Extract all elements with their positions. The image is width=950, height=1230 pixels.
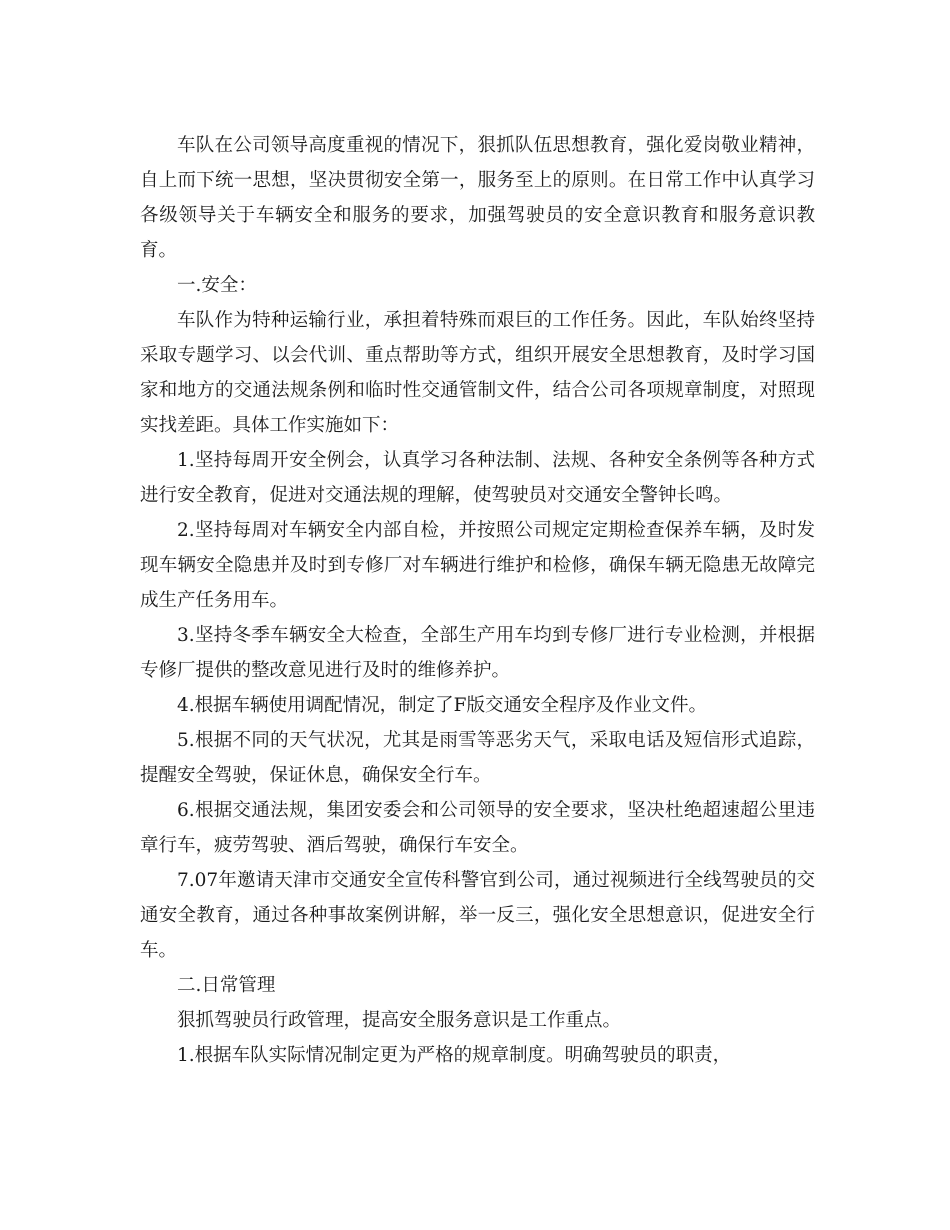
list-item-safety-2: 2.坚持每周对车辆安全内部自检，并按照公司规定定期检查保养车辆，及时发现车辆安全隐患并及时到专修厂对车辆进行维护和检修，确保车辆无隐患无故障完成生产任务用车。	[140, 520, 815, 611]
list-item-safety-6: 6.根据交通法规，集团安委会和公司领导的安全要求，坚决杜绝超速超公里违章行车，疲劳驾驶、酒后驾驶，确保行车安全。	[140, 800, 815, 856]
paragraph-intro: 车队在公司领导高度重视的情况下，狠抓队伍思想教育，强化爱岗敬业精神，自上而下统一思想，坚决贯彻安全第一，服务至上的原则。在日常工作中认真学习各级领导关于车辆安全和服务的要求，加强驾驶员的安全意识教育和服务意识教育。	[140, 135, 815, 261]
paragraph-safety-overview: 车队作为特种运输行业，承担着特殊而艰巨的工作任务。因此，车队始终坚持采取专题学习、以会代训、重点帮助等方式，组织开展安全思想教育，及时学习国家和地方的交通法规条例和临时性交通管制文件，结合公司各项规章制度，对照现实找差距。具体工作实施如下：	[140, 310, 815, 436]
document-body	[140, 128, 815, 1073]
list-item-safety-4: 4.根据车辆使用调配情况，制定了F版交通安全程序及作业文件。	[177, 695, 707, 716]
list-item-safety-5: 5.根据不同的天气状况，尤其是雨雪等恶劣天气，采取电话及短信形式追踪，提醒安全驾驶，保证休息，确保安全行车。	[140, 730, 815, 786]
heading-safety: 一.安全：	[177, 275, 257, 296]
paragraph-daily-management: 狠抓驾驶员行政管理，提高安全服务意识是工作重点。	[177, 1010, 622, 1031]
list-item-management-1: 1.根据车队实际情况制定更为严格的规章制度。明确驾驶员的职责，	[177, 1045, 732, 1066]
list-item-safety-1: 1.坚持每周开安全例会，认真学习各种法制、法规、各种安全条例等各种方式进行安全教育，促进对交通法规的理解，使驾驶员对交通安全警钟长鸣。	[140, 450, 815, 506]
list-item-safety-7: 7.07年邀请天津市交通安全宣传科警官到公司，通过视频进行全线驾驶员的交通安全教育，通过各种事故案例讲解，举一反三，强化安全思想意识，促进安全行车。	[140, 870, 815, 961]
heading-daily-management: 二.日常管理	[177, 975, 276, 996]
list-item-safety-3: 3.坚持冬季车辆安全大检查，全部生产用车均到专修厂进行专业检测，并根据专修厂提供的整改意见进行及时的维修养护。	[140, 625, 815, 681]
